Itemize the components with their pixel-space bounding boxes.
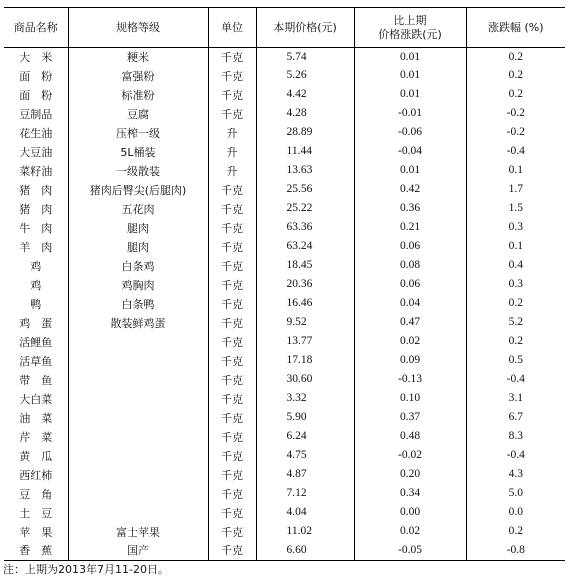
cell-change: 0.01 bbox=[354, 162, 466, 181]
cell-price: 4.42 bbox=[256, 86, 354, 105]
cell-spec bbox=[68, 352, 208, 371]
cell-pct: 3.1 bbox=[508, 392, 523, 405]
col-header-unit: 单位 bbox=[208, 8, 256, 48]
table-row bbox=[4, 181, 565, 200]
cell-name: 鸡 bbox=[4, 257, 68, 276]
cell-pct: 0.3 bbox=[508, 221, 523, 234]
cell-spec: 白条鸡 bbox=[68, 257, 208, 276]
cell-pct: 0.2 bbox=[508, 335, 523, 348]
cell-change: -0.04 bbox=[354, 143, 466, 162]
cell-unit: 千克 bbox=[208, 181, 256, 200]
table-row bbox=[4, 390, 565, 409]
cell-price: 17.18 bbox=[256, 352, 354, 371]
cell-pct: 0.4 bbox=[508, 259, 523, 272]
cell-name: 面 粉 bbox=[4, 67, 68, 86]
cell-change: 0.01 bbox=[354, 86, 466, 105]
cell-spec bbox=[68, 371, 208, 390]
cell-name: 大 米 bbox=[4, 48, 68, 67]
cell-price: 63.24 bbox=[256, 238, 354, 257]
cell-name: 活鲤鱼 bbox=[4, 333, 68, 352]
cell-change: 0.01 bbox=[354, 67, 466, 86]
price-table bbox=[4, 7, 565, 561]
table-row bbox=[4, 295, 565, 314]
cell-name: 土 豆 bbox=[4, 504, 68, 523]
cell-price: 4.04 bbox=[256, 504, 354, 523]
cell-name: 苹 果 bbox=[4, 523, 68, 542]
table-row bbox=[4, 105, 565, 124]
cell-unit: 千克 bbox=[208, 238, 256, 257]
table-row bbox=[4, 162, 565, 181]
table-row bbox=[4, 67, 565, 86]
cell-change: -0.05 bbox=[354, 542, 466, 561]
cell-spec: 一级散装 bbox=[68, 162, 208, 181]
cell-price: 7.12 bbox=[256, 485, 354, 504]
cell-unit: 千克 bbox=[208, 86, 256, 105]
table-row bbox=[4, 257, 565, 276]
cell-price: 63.36 bbox=[256, 219, 354, 238]
table-row bbox=[4, 333, 565, 352]
cell-unit: 千克 bbox=[208, 447, 256, 466]
cell-spec: 国产 bbox=[68, 542, 208, 561]
cell-change: 0.48 bbox=[354, 428, 466, 447]
cell-name: 大豆油 bbox=[4, 143, 68, 162]
cell-spec bbox=[68, 504, 208, 523]
table-row bbox=[4, 428, 565, 447]
cell-name: 羊 肉 bbox=[4, 238, 68, 257]
cell-spec: 豆腐 bbox=[68, 105, 208, 124]
cell-name: 猪 肉 bbox=[4, 181, 68, 200]
cell-change: 0.04 bbox=[354, 295, 466, 314]
table-row bbox=[4, 86, 565, 105]
cell-pct: -0.8 bbox=[506, 544, 525, 556]
cell-unit: 千克 bbox=[208, 67, 256, 86]
table-row bbox=[4, 276, 565, 295]
cell-unit: 千克 bbox=[208, 219, 256, 238]
cell-change: 0.37 bbox=[354, 409, 466, 428]
cell-price: 9.52 bbox=[256, 314, 354, 333]
cell-spec: 压榨一级 bbox=[68, 124, 208, 143]
cell-name: 菜籽油 bbox=[4, 162, 68, 181]
cell-change: -0.13 bbox=[354, 371, 466, 390]
cell-pct: 0.3 bbox=[508, 278, 523, 291]
cell-pct: 0.1 bbox=[508, 240, 523, 253]
cell-change: 0.02 bbox=[354, 523, 466, 542]
cell-price: 18.45 bbox=[256, 257, 354, 276]
cell-price: 11.02 bbox=[256, 523, 354, 542]
cell-spec: 猪肉后臀尖(后腿肉) bbox=[68, 181, 208, 200]
cell-pct: 5.0 bbox=[508, 487, 523, 500]
col-header-spec: 规格等级 bbox=[68, 8, 208, 48]
cell-change: -0.02 bbox=[354, 447, 466, 466]
cell-change: 0.42 bbox=[354, 181, 466, 200]
cell-price: 20.36 bbox=[256, 276, 354, 295]
cell-unit: 千克 bbox=[208, 200, 256, 219]
cell-price: 3.32 bbox=[256, 390, 354, 409]
cell-name: 香 蕉 bbox=[4, 542, 68, 561]
cell-price: 6.24 bbox=[256, 428, 354, 447]
table-row bbox=[4, 48, 565, 67]
cell-pct: 0.2 bbox=[508, 50, 523, 63]
cell-unit: 升 bbox=[208, 162, 256, 181]
table-row bbox=[4, 200, 565, 219]
table-row bbox=[4, 219, 565, 238]
cell-change: 0.09 bbox=[354, 352, 466, 371]
col-header-pct: 涨跌幅 (%) bbox=[466, 8, 565, 48]
cell-unit: 千克 bbox=[208, 257, 256, 276]
cell-pct: 8.3 bbox=[508, 430, 523, 443]
cell-change: 0.36 bbox=[354, 200, 466, 219]
cell-spec: 腿肉 bbox=[68, 219, 208, 238]
cell-name: 西红柿 bbox=[4, 466, 68, 485]
cell-change: 0.00 bbox=[354, 504, 466, 523]
cell-spec: 5L桶装 bbox=[68, 143, 208, 162]
cell-change: 0.10 bbox=[354, 390, 466, 409]
cell-spec: 散装鲜鸡蛋 bbox=[68, 314, 208, 333]
cell-change: 0.08 bbox=[354, 257, 466, 276]
cell-change: 0.02 bbox=[354, 333, 466, 352]
cell-unit: 千克 bbox=[208, 48, 256, 67]
col-header-name: 商品名称 bbox=[4, 8, 68, 48]
cell-pct: -0.2 bbox=[506, 126, 525, 139]
table-row bbox=[4, 143, 565, 162]
cell-name: 花生油 bbox=[4, 124, 68, 143]
cell-spec bbox=[68, 428, 208, 447]
cell-spec bbox=[68, 409, 208, 428]
cell-unit: 千克 bbox=[208, 295, 256, 314]
col-header-change-line2: 价格涨跌(元) bbox=[378, 27, 442, 41]
cell-unit: 千克 bbox=[208, 352, 256, 371]
cell-change: 0.34 bbox=[354, 485, 466, 504]
table-row bbox=[4, 485, 565, 504]
cell-spec: 鸡胸肉 bbox=[68, 276, 208, 295]
cell-name: 面 粉 bbox=[4, 86, 68, 105]
cell-spec bbox=[68, 485, 208, 504]
cell-pct: 0.2 bbox=[508, 525, 523, 538]
table-row bbox=[4, 466, 565, 485]
cell-unit: 千克 bbox=[208, 504, 256, 523]
cell-price: 11.44 bbox=[256, 143, 354, 162]
table-row bbox=[4, 523, 565, 542]
cell-unit: 千克 bbox=[208, 276, 256, 295]
table-row bbox=[4, 409, 565, 428]
cell-unit: 升 bbox=[208, 143, 256, 162]
footnote: 注：上期为2013年7月11-20日。 bbox=[3, 563, 169, 576]
cell-price: 5.74 bbox=[256, 48, 354, 67]
cell-name: 鸡 蛋 bbox=[4, 314, 68, 333]
cell-price: 25.22 bbox=[256, 200, 354, 219]
cell-change: 0.21 bbox=[354, 219, 466, 238]
cell-unit: 千克 bbox=[208, 314, 256, 333]
cell-price: 4.87 bbox=[256, 466, 354, 485]
cell-spec: 富士苹果 bbox=[68, 523, 208, 542]
cell-unit: 千克 bbox=[208, 485, 256, 504]
col-header-change-line1: 比上期 bbox=[393, 13, 427, 27]
header-row bbox=[4, 8, 565, 48]
cell-spec: 五花肉 bbox=[68, 200, 208, 219]
cell-price: 5.26 bbox=[256, 67, 354, 86]
table-body bbox=[4, 48, 565, 561]
cell-pct: -0.4 bbox=[506, 145, 525, 158]
cell-spec bbox=[68, 466, 208, 485]
cell-pct: -0.4 bbox=[506, 449, 525, 462]
cell-price: 16.46 bbox=[256, 295, 354, 314]
cell-pct: 0.2 bbox=[508, 297, 523, 310]
cell-change: 0.47 bbox=[354, 314, 466, 333]
cell-spec: 腿肉 bbox=[68, 238, 208, 257]
table-row bbox=[4, 124, 565, 143]
col-header-price: 本期价格(元) bbox=[256, 8, 354, 48]
cell-pct: -0.2 bbox=[506, 107, 525, 120]
cell-name: 油 菜 bbox=[4, 409, 68, 428]
cell-name: 芹 菜 bbox=[4, 428, 68, 447]
cell-unit: 千克 bbox=[208, 466, 256, 485]
cell-name: 活草鱼 bbox=[4, 352, 68, 371]
cell-spec: 标准粉 bbox=[68, 86, 208, 105]
cell-spec bbox=[68, 390, 208, 409]
cell-price: 4.28 bbox=[256, 105, 354, 124]
cell-price: 28.89 bbox=[256, 124, 354, 143]
cell-change: 0.01 bbox=[354, 48, 466, 67]
cell-spec: 富强粉 bbox=[68, 67, 208, 86]
cell-change: 0.06 bbox=[354, 238, 466, 257]
cell-pct: 0.2 bbox=[508, 69, 523, 82]
cell-pct: 1.7 bbox=[508, 183, 523, 196]
cell-change: -0.06 bbox=[354, 124, 466, 143]
cell-unit: 千克 bbox=[208, 409, 256, 428]
cell-price: 4.75 bbox=[256, 447, 354, 466]
cell-name: 带 鱼 bbox=[4, 371, 68, 390]
table-row bbox=[4, 447, 565, 466]
cell-unit: 千克 bbox=[208, 428, 256, 447]
cell-name: 黄 瓜 bbox=[4, 447, 68, 466]
table-row bbox=[4, 371, 565, 390]
cell-name: 猪 肉 bbox=[4, 200, 68, 219]
table-row bbox=[4, 504, 565, 523]
cell-unit: 千克 bbox=[208, 390, 256, 409]
cell-pct: 0.1 bbox=[508, 164, 523, 177]
cell-change: 0.06 bbox=[354, 276, 466, 295]
cell-pct: 5.2 bbox=[508, 316, 523, 329]
cell-price: 13.77 bbox=[256, 333, 354, 352]
cell-change: -0.01 bbox=[354, 105, 466, 124]
col-header-change bbox=[354, 8, 466, 48]
cell-price: 6.60 bbox=[256, 542, 354, 561]
cell-price: 25.56 bbox=[256, 181, 354, 200]
cell-name: 豆 角 bbox=[4, 485, 68, 504]
cell-price: 13.63 bbox=[256, 162, 354, 181]
cell-name: 豆制品 bbox=[4, 105, 68, 124]
cell-pct: 6.7 bbox=[508, 411, 523, 424]
cell-pct: 1.5 bbox=[508, 202, 523, 215]
cell-unit: 千克 bbox=[208, 371, 256, 390]
cell-unit: 升 bbox=[208, 124, 256, 143]
table-row bbox=[4, 352, 565, 371]
cell-pct: 0.2 bbox=[508, 88, 523, 101]
table-row bbox=[4, 314, 565, 333]
cell-pct: -0.4 bbox=[506, 373, 525, 386]
cell-name: 鸡 bbox=[4, 276, 68, 295]
cell-unit: 千克 bbox=[208, 105, 256, 124]
cell-name: 鸭 bbox=[4, 295, 68, 314]
table-row bbox=[4, 542, 565, 561]
table-row bbox=[4, 238, 565, 257]
cell-pct: 4.3 bbox=[508, 468, 523, 481]
cell-pct: 0.0 bbox=[508, 506, 523, 519]
cell-price: 5.90 bbox=[256, 409, 354, 428]
cell-unit: 千克 bbox=[208, 523, 256, 542]
cell-price: 30.60 bbox=[256, 371, 354, 390]
cell-spec bbox=[68, 333, 208, 352]
cell-spec bbox=[68, 447, 208, 466]
cell-spec: 粳米 bbox=[68, 48, 208, 67]
cell-spec: 白条鸭 bbox=[68, 295, 208, 314]
cell-unit: 千克 bbox=[208, 333, 256, 352]
cell-name: 大白菜 bbox=[4, 390, 68, 409]
cell-unit: 千克 bbox=[208, 542, 256, 561]
cell-name: 牛 肉 bbox=[4, 219, 68, 238]
cell-pct: 0.5 bbox=[508, 354, 523, 367]
cell-change: 0.20 bbox=[354, 466, 466, 485]
